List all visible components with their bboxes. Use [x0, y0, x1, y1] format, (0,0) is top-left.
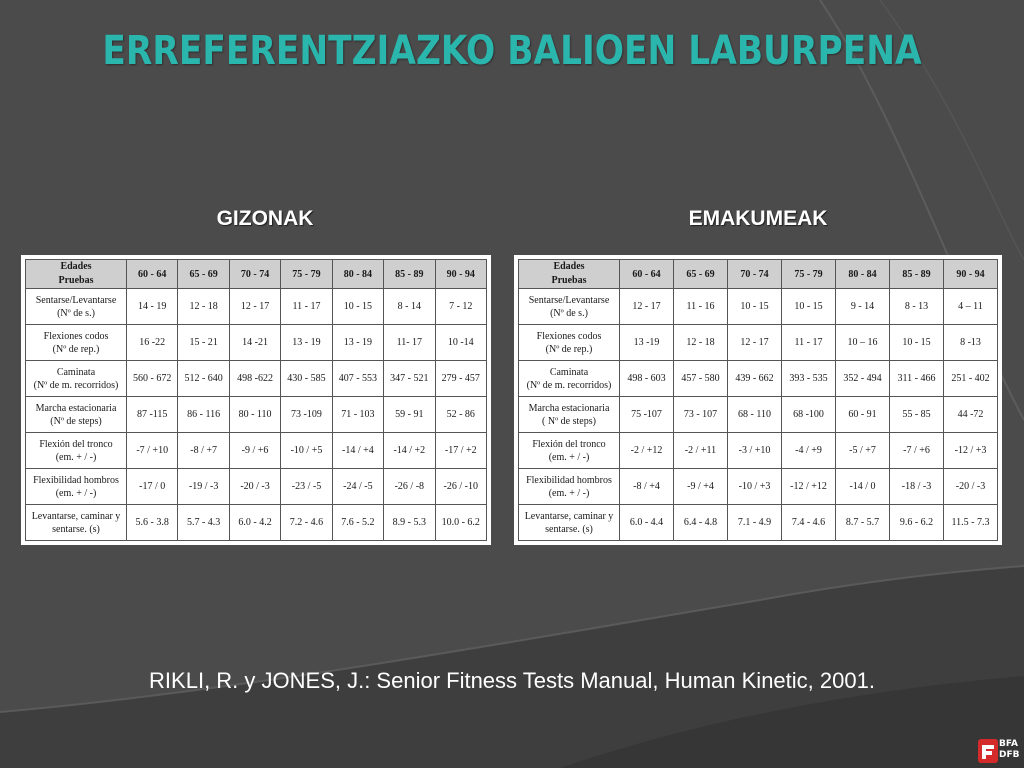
age-header: 75 - 79: [782, 260, 836, 289]
age-header: 90 - 94: [944, 260, 998, 289]
value-cell: 407 - 553: [332, 361, 383, 397]
value-cell: 251 - 402: [944, 361, 998, 397]
value-cell: 457 - 580: [674, 361, 728, 397]
test-name-cell: [26, 469, 127, 505]
test-unit: ( Nº de steps): [542, 415, 596, 427]
test-name: Flexiones codos: [43, 330, 109, 342]
value-cell: -4 / +9: [782, 433, 836, 469]
value-cell: -14 / +2: [384, 433, 435, 469]
value-cell: 498 - 603: [620, 361, 674, 397]
test-unit: (Nº de s.): [550, 307, 588, 319]
value-cell: 75 -107: [620, 397, 674, 433]
test-unit: (em. + / -): [55, 487, 97, 499]
value-cell: 8.9 - 5.3: [384, 505, 435, 541]
value-cell: 7.6 - 5.2: [332, 505, 383, 541]
test-name: Marcha estacionaria: [528, 402, 610, 414]
table-row: [519, 361, 998, 397]
men-label: GIZONAK: [216, 207, 314, 230]
test-name: Caminata: [549, 366, 589, 378]
table-row: [519, 397, 998, 433]
bfa-emblem-icon: [977, 737, 999, 765]
age-header: 70 - 74: [229, 260, 280, 289]
value-cell: 68 -100: [782, 397, 836, 433]
header-pruebas: Pruebas: [58, 275, 94, 286]
test-name: Flexibilidad hombros: [33, 474, 119, 486]
value-cell: 13 - 19: [281, 325, 332, 361]
value-cell: 8 -13: [944, 325, 998, 361]
table-row: [26, 433, 487, 469]
table-row: [26, 505, 487, 541]
value-cell: -2 / +11: [674, 433, 728, 469]
value-cell: 8 - 13: [890, 289, 944, 325]
bfa-logo: [977, 737, 1021, 765]
value-cell: 86 - 116: [178, 397, 229, 433]
value-cell: -10 / +3: [728, 469, 782, 505]
value-cell: 4 – 11: [944, 289, 998, 325]
header-corner-cell: [26, 260, 127, 289]
age-header: 60 - 64: [127, 260, 178, 289]
test-unit: sentarse. (s): [52, 523, 100, 535]
test-unit: (em. + / -): [55, 451, 97, 463]
test-name: Levantarse, caminar y: [524, 510, 614, 522]
value-cell: 439 - 662: [728, 361, 782, 397]
test-unit: (em. + / -): [548, 451, 590, 463]
header-edades: Edades: [60, 261, 92, 272]
value-cell: 14 - 19: [127, 289, 178, 325]
value-cell: 7.2 - 4.6: [281, 505, 332, 541]
age-header: 80 - 84: [332, 260, 383, 289]
men-reference-table: [25, 259, 487, 541]
value-cell: -12 / +3: [944, 433, 998, 469]
test-name-cell: [26, 289, 127, 325]
test-name-cell: [26, 505, 127, 541]
value-cell: 52 - 86: [435, 397, 486, 433]
age-header: 90 - 94: [435, 260, 486, 289]
value-cell: 68 - 110: [728, 397, 782, 433]
value-cell: -19 / -3: [178, 469, 229, 505]
value-cell: 55 - 85: [890, 397, 944, 433]
value-cell: 73 -109: [281, 397, 332, 433]
value-cell: 9.6 - 6.2: [890, 505, 944, 541]
test-name: Flexibilidad hombros: [526, 474, 612, 486]
test-name-cell: [26, 397, 127, 433]
value-cell: 12 - 17: [229, 289, 280, 325]
table-row: [519, 469, 998, 505]
men-table-box: [21, 255, 491, 545]
test-name: Flexiones codos: [536, 330, 602, 342]
test-name: Flexión del tronco: [532, 438, 606, 450]
slide-title: ERREFERENTZIAZKO BALIOEN LABURPENA: [102, 28, 922, 74]
test-unit: (Nº de m. recorridos): [526, 379, 612, 391]
value-cell: 12 - 18: [674, 325, 728, 361]
value-cell: -10 / +5: [281, 433, 332, 469]
test-name-cell: [519, 433, 620, 469]
test-name-cell: [519, 361, 620, 397]
test-name-cell: [519, 397, 620, 433]
women-label: EMAKUMEAK: [688, 207, 828, 230]
table-row: [519, 289, 998, 325]
value-cell: 11.5 - 7.3: [944, 505, 998, 541]
value-cell: -2 / +12: [620, 433, 674, 469]
value-cell: 6.4 - 4.8: [674, 505, 728, 541]
value-cell: 13 -19: [620, 325, 674, 361]
value-cell: 16 -22: [127, 325, 178, 361]
value-cell: 8.7 - 5.7: [836, 505, 890, 541]
age-header: 65 - 69: [674, 260, 728, 289]
table-row: [26, 361, 487, 397]
value-cell: 10 - 15: [332, 289, 383, 325]
test-name-cell: [519, 325, 620, 361]
value-cell: -20 / -3: [944, 469, 998, 505]
test-name: Caminata: [56, 366, 96, 378]
value-cell: -24 / -5: [332, 469, 383, 505]
test-unit: (Nº de rep.): [545, 343, 593, 355]
value-cell: 10 - 15: [782, 289, 836, 325]
citation-reference: RIKLI, R. y JONES, J.: Senior Fitness Tests Manual, Human Kinetic, 2001.: [149, 668, 875, 693]
value-cell: 5.6 - 3.8: [127, 505, 178, 541]
value-cell: 347 - 521: [384, 361, 435, 397]
value-cell: 15 - 21: [178, 325, 229, 361]
table-row: [519, 325, 998, 361]
test-name: Levantarse, caminar y: [31, 510, 121, 522]
value-cell: -7 / +10: [127, 433, 178, 469]
value-cell: -23 / -5: [281, 469, 332, 505]
logo-line2: DFB: [999, 750, 1020, 760]
test-unit: (em. + / -): [548, 487, 590, 499]
test-name-cell: [519, 505, 620, 541]
age-header: 60 - 64: [620, 260, 674, 289]
value-cell: 10 - 15: [728, 289, 782, 325]
age-header: 85 - 89: [384, 260, 435, 289]
value-cell: -17 / 0: [127, 469, 178, 505]
test-name-cell: [26, 361, 127, 397]
value-cell: 7.4 - 4.6: [782, 505, 836, 541]
value-cell: 8 - 14: [384, 289, 435, 325]
test-unit: sentarse. (s): [545, 523, 593, 535]
header-pruebas: Pruebas: [551, 275, 587, 286]
value-cell: 6.0 - 4.2: [229, 505, 280, 541]
value-cell: 279 - 457: [435, 361, 486, 397]
value-cell: 10 – 16: [836, 325, 890, 361]
table-row: [26, 397, 487, 433]
value-cell: 12 - 17: [620, 289, 674, 325]
value-cell: 311 - 466: [890, 361, 944, 397]
value-cell: 393 - 535: [782, 361, 836, 397]
value-cell: -8 / +4: [620, 469, 674, 505]
age-header: 85 - 89: [890, 260, 944, 289]
women-table-box: [514, 255, 1002, 545]
value-cell: 10 - 15: [890, 325, 944, 361]
value-cell: -5 / +7: [836, 433, 890, 469]
test-name: Marcha estacionaria: [35, 402, 117, 414]
value-cell: -3 / +10: [728, 433, 782, 469]
value-cell: 7 - 12: [435, 289, 486, 325]
value-cell: 11- 17: [384, 325, 435, 361]
test-name-cell: [519, 289, 620, 325]
value-cell: -26 / -10: [435, 469, 486, 505]
test-name-cell: [519, 469, 620, 505]
age-header: 70 - 74: [728, 260, 782, 289]
test-unit: (Nº de rep.): [52, 343, 100, 355]
test-name: Sentarse/Levantarse: [35, 294, 117, 306]
test-name: Sentarse/Levantarse: [528, 294, 610, 306]
logo-line1: BFA: [999, 739, 1018, 749]
test-name-cell: [26, 325, 127, 361]
header-edades: Edades: [553, 261, 585, 272]
value-cell: -20 / -3: [229, 469, 280, 505]
header-corner-cell: [519, 260, 620, 289]
age-header: 65 - 69: [178, 260, 229, 289]
value-cell: 71 - 103: [332, 397, 383, 433]
value-cell: -9 / +4: [674, 469, 728, 505]
value-cell: 10.0 - 6.2: [435, 505, 486, 541]
women-reference-table: [518, 259, 998, 541]
value-cell: 6.0 - 4.4: [620, 505, 674, 541]
value-cell: -12 / +12: [782, 469, 836, 505]
value-cell: 11 - 17: [281, 289, 332, 325]
table-header-row: [26, 260, 487, 289]
value-cell: -14 / +4: [332, 433, 383, 469]
value-cell: -17 / +2: [435, 433, 486, 469]
age-header: 80 - 84: [836, 260, 890, 289]
value-cell: 7.1 - 4.9: [728, 505, 782, 541]
value-cell: 11 - 17: [782, 325, 836, 361]
value-cell: 80 - 110: [229, 397, 280, 433]
value-cell: 512 - 640: [178, 361, 229, 397]
logo-text: [999, 739, 1019, 761]
value-cell: 560 - 672: [127, 361, 178, 397]
value-cell: 430 - 585: [281, 361, 332, 397]
value-cell: 14 -21: [229, 325, 280, 361]
value-cell: 12 - 18: [178, 289, 229, 325]
value-cell: 87 -115: [127, 397, 178, 433]
value-cell: 498 -622: [229, 361, 280, 397]
table-header-row: [519, 260, 998, 289]
value-cell: 12 - 17: [728, 325, 782, 361]
table-row: [519, 505, 998, 541]
test-unit: (Nº de m. recorridos): [33, 379, 119, 391]
test-unit: (Nº de s.): [57, 307, 95, 319]
value-cell: 10 -14: [435, 325, 486, 361]
value-cell: -26 / -8: [384, 469, 435, 505]
test-name: Flexión del tronco: [39, 438, 113, 450]
value-cell: -14 / 0: [836, 469, 890, 505]
value-cell: 73 - 107: [674, 397, 728, 433]
table-row: [26, 469, 487, 505]
table-row: [26, 325, 487, 361]
age-header: 75 - 79: [281, 260, 332, 289]
table-row: [519, 433, 998, 469]
test-name-cell: [26, 433, 127, 469]
value-cell: 59 - 91: [384, 397, 435, 433]
value-cell: 352 - 494: [836, 361, 890, 397]
value-cell: 9 - 14: [836, 289, 890, 325]
value-cell: 60 - 91: [836, 397, 890, 433]
value-cell: -9 / +6: [229, 433, 280, 469]
test-unit: (Nº de steps): [50, 415, 102, 427]
value-cell: -7 / +6: [890, 433, 944, 469]
value-cell: -18 / -3: [890, 469, 944, 505]
value-cell: 5.7 - 4.3: [178, 505, 229, 541]
value-cell: 13 - 19: [332, 325, 383, 361]
value-cell: 11 - 16: [674, 289, 728, 325]
value-cell: -8 / +7: [178, 433, 229, 469]
value-cell: 44 -72: [944, 397, 998, 433]
table-row: [26, 289, 487, 325]
